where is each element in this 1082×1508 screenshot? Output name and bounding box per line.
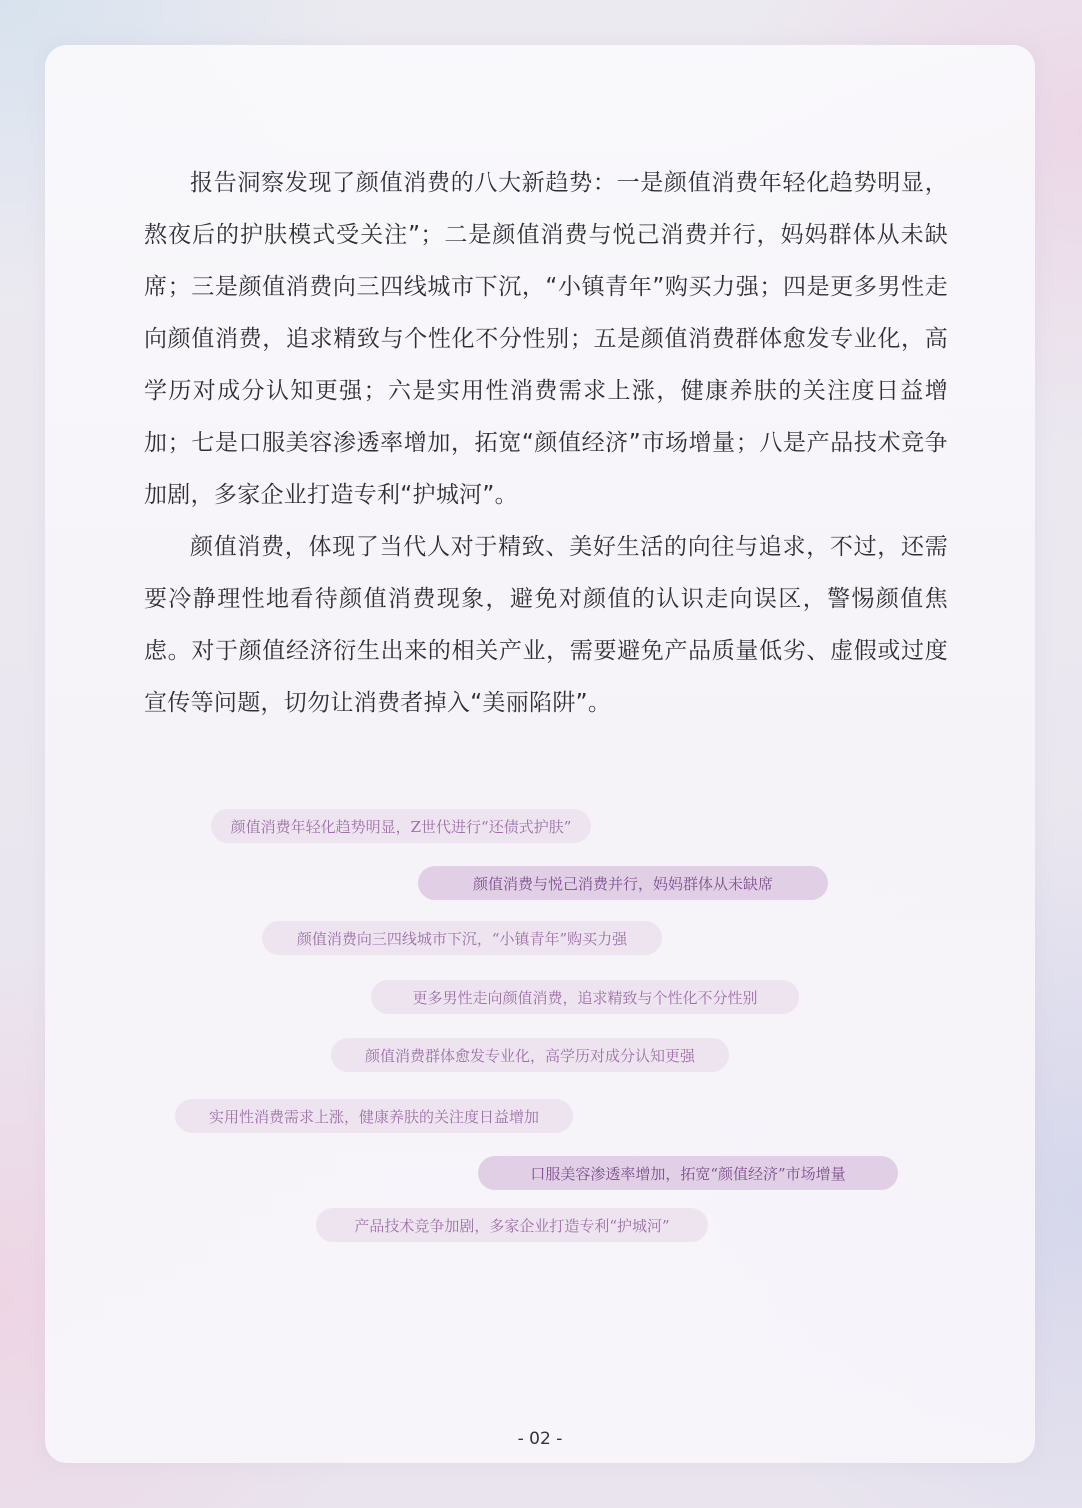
- article-body: [144, 157, 948, 729]
- paragraph: 报告洞察发现了颜值消费的八大新趋势：一是颜值消费年轻化趋势明显，熬夜后的护肤模式受关注”；二是颜值消费与悦己消费并行，妈妈群体从未缺席；三是颜值消费向三四线城市下沉，“小镇青年”购买力强；四是更多男性走向颜值消费，追求精致与个性化不分性别；五是颜值消费群体愈发专业化，高学历对成分认知更强；六是实用性消费需求上涨，健康养肤的关注度日益增加；七是口服美容渗透率增加，拓宽“颜值经济”市场增量；八是产品技术竞争加剧，多家企业打造专利“护城河”。: [144, 170, 948, 508]
- trend-tag: 颜值消费群体愈发专业化，高学历对成分认知更强: [331, 1038, 729, 1072]
- trend-tag: 颜值消费年轻化趋势明显，Z世代进行“还债式护肤”: [211, 809, 591, 843]
- page-number: - 02 -: [517, 1429, 563, 1449]
- trend-tag: 颜值消费与悦己消费并行，妈妈群体从未缺席: [418, 866, 828, 900]
- trend-tag: 颜值消费向三四线城市下沉，“小镇青年”购买力强: [262, 921, 662, 955]
- trend-tag: 更多男性走向颜值消费，追求精致与个性化不分性别: [371, 980, 799, 1014]
- trend-tag: 实用性消费需求上涨，健康养肤的关注度日益增加: [175, 1099, 573, 1133]
- paragraph: 颜值消费，体现了当代人对于精致、美好生活的向往与追求，不过，还需要冷静理性地看待颜值消费现象，避免对颜值的认识走向误区，警惕颜值焦虑。对于颜值经济衍生出来的相关产业，需要避免产品质量低劣、虚假或过度宣传等问题，切勿让消费者掉入“美丽陷阱”。: [144, 534, 948, 716]
- page-card: [45, 45, 1035, 1463]
- trend-tag: 产品技术竞争加剧，多家企业打造专利“护城河”: [316, 1208, 708, 1242]
- trend-tag: 口服美容渗透率增加，拓宽“颜值经济”市场增量: [478, 1156, 898, 1190]
